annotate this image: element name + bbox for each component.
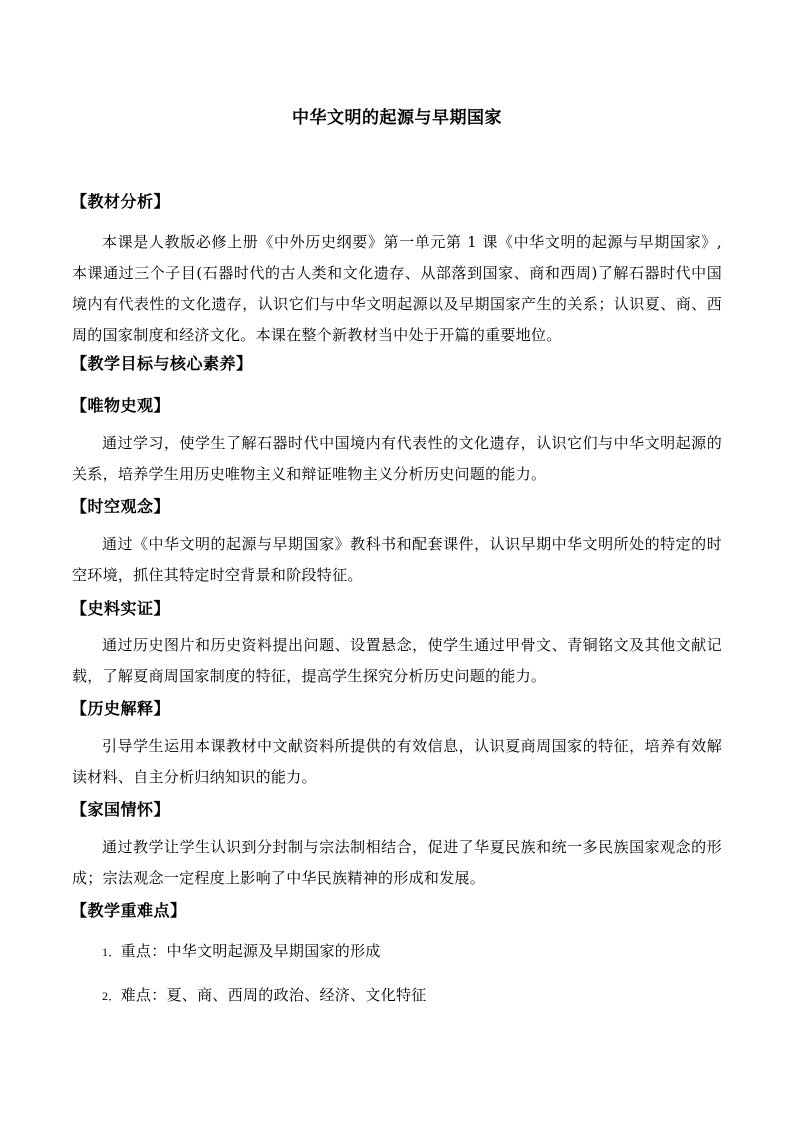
paragraph-evidence: 通过历史图片和历史资料提出问题、设置悬念，使学生通过甲骨文、青铜铭文及其他文献记载，了解夏商周国家制度的特征，提高学生探究分析历史问题的能力。 <box>72 636 722 685</box>
paragraph-patriotism: 通过教学让学生认识到分封制与宗法制相结合，促进了华夏民族和统一多民族国家观念的形成；宗法观念一定程度上影响了中华民族精神的形成和发展。 <box>72 838 722 887</box>
document-title: 中华文明的起源与早期国家 <box>292 108 502 128</box>
list-item <box>102 984 427 1005</box>
list-item-number: 2． <box>102 989 121 1003</box>
heading-key-points: 【教学重难点】 <box>71 901 187 920</box>
list-item-number: 1． <box>102 945 121 959</box>
heading-historical-materialism: 【唯物史观】 <box>71 396 171 415</box>
list-item-text: 重点：中华文明起源及早期国家的形成 <box>120 942 381 960</box>
heading-material-analysis: 【教材分析】 <box>71 192 171 211</box>
heading-patriotism: 【家国情怀】 <box>71 800 171 819</box>
paragraph-interpretation: 引导学生运用本课教材中文献资料所提供的有效信息，认识夏商周国家的特征，培养有效解读材料、自主分析归纳知识的能力。 <box>72 737 722 786</box>
paragraph-historical-materialism: 通过学习，使学生了解石器时代中国境内有代表性的文化遗存，认识它们与中华文明起源的关系，培养学生用历史唯物主义和辩证唯物主义分析历史问题的能力。 <box>72 434 722 483</box>
heading-evidence: 【史料实证】 <box>71 599 171 618</box>
paragraph-spacetime: 通过《中华文明的起源与早期国家》教科书和配套课件，认识早期中华文明所处的特定的时空环境，抓住其特定时空背景和阶段特征。 <box>72 535 722 584</box>
heading-interpretation: 【历史解释】 <box>71 699 171 718</box>
heading-spacetime: 【时空观念】 <box>71 497 171 516</box>
list-item <box>102 940 381 961</box>
list-item-text: 难点：夏、商、西周的政治、经济、文化特征 <box>120 986 427 1004</box>
heading-teaching-goals: 【教学目标与核心素养】 <box>71 354 253 373</box>
paragraph-material-analysis: 本课是人教版必修上册《中外历史纲要》第一单元第 1 课《中华文明的起源与早期国家》,本课通过三个子目(石器时代的古人类和文化遗存、从部落到国家、商和西周)了解石器时代中国境内有代表性的文化遗存，认识它们与中华文明起源以及早期国家产生的关系；认识夏、商、西周的国家制度和经济文化。本课在整个新教材当中处于开篇的重要地位。 <box>72 233 722 344</box>
